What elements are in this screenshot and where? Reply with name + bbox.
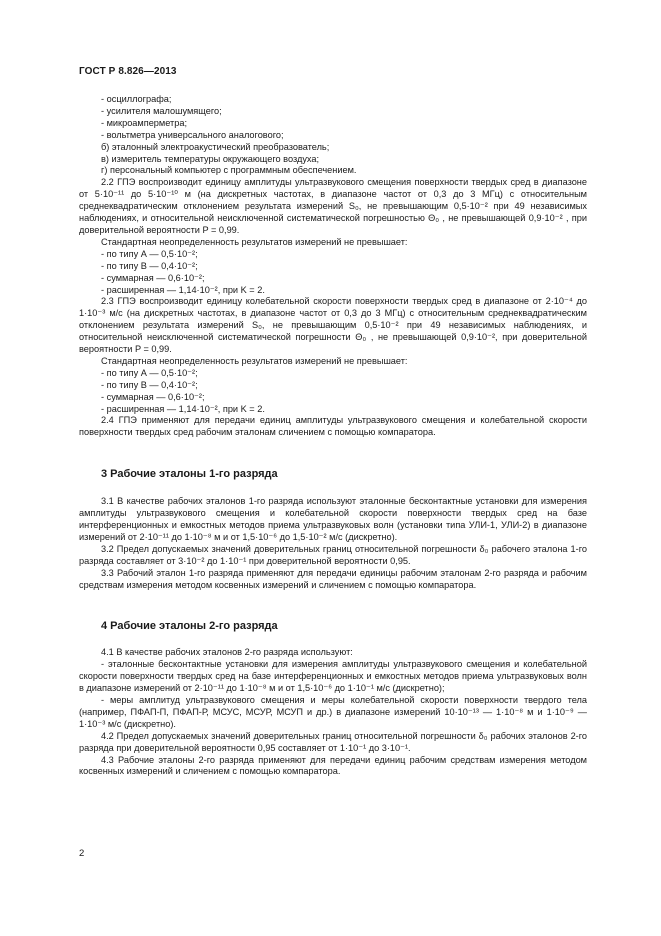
paragraph-4-1: 4.1 В качестве рабочих эталонов 2-го разряда используют:	[101, 647, 353, 658]
document-body	[79, 94, 587, 778]
paragraph-3-1: 3.1 В качестве рабочих эталонов 1-го разряда используют эталонные бесконтактные установки для измерения амплитуды ультразвукового смещения и колебательной скорости поверхности твердых сред на базе интерференционных и емкостных методов приема ультразвуковых волн (установки типа УЛИ-1, УЛИ-2) в диапазоне измерений от 2·10⁻¹¹ до 1·10⁻⁸ м и от 1,5·10⁻⁶ до 1,5·10⁻² м/с (дискретно).	[79, 496, 587, 542]
paragraph-4-1-a: - эталонные бесконтактные установки для измерения амплитуды ультразвукового смещения и колебательной скорости поверхности твердых сред на базе интерференционных и емкостных методов приема ультразвуковых волн в диапазоне измерений от 2·10⁻¹¹ до 1·10⁻⁸ м и от 1,5·10⁻⁶ до 1·10⁻¹ м/с (дискретно);	[79, 659, 587, 694]
paragraph-3-3: 3.3 Рабочий эталон 1-го разряда применяют для передачи единицы рабочим эталонам 2-го разряда и рабочим средствам измерения методом косвенных измерений и сличением с помощью компаратора.	[79, 567, 587, 590]
page-number: 2	[79, 848, 85, 859]
paragraph-4-1-b: - меры амплитуд ультразвукового смещения и меры колебательной скорости поверхности твердого тела (например, ПФАП-П, ПФАП-Р, МСУС, МСУР, МСУП и др.) в диапазоне измерений 10·10⁻¹³ — 1·10⁻⁸ м и 1·10⁻⁹ — 1·10⁻³ м/с (дискретно).	[79, 694, 587, 729]
list-item: - осциллографа;	[101, 94, 172, 104]
document-header: ГОСТ Р 8.826—2013	[79, 66, 177, 77]
list-item: - по типу А — 0,5·10⁻²;	[101, 248, 198, 259]
list-item: в) измеритель температуры окружающего воздуха;	[101, 153, 320, 164]
paragraph-2-3: 2.3 ГПЭ воспроизводит единицу колебательной скорости поверхности твердых сред в диапазоне от 2·10⁻⁴ до 1·10⁻³ м/с (на дискретных частотах, в диапазоне частот от 0,3 до 3 МГц) с относительным среднеквадратическим отклонением результата измерений S₀, не превышающим 0,5·10⁻² при 49 независимых наблюдениях, и относительной неисключенной систематической погрешности Θ₀ , не превышающей 0,9·10⁻², при доверительной вероятности P = 0,99.	[79, 296, 587, 355]
list-item: - микроамперметра;	[101, 117, 188, 128]
uncertainty-title: Стандартная неопределенность результатов измерений не превышает:	[101, 236, 408, 247]
paragraph-2-4: 2.4 ГПЭ применяют для передачи единиц амплитуды ультразвукового смещения и колебательной скорости поверхности твердых сред рабочим эталонам сличением с помощью компаратора.	[79, 415, 587, 438]
paragraph-2-2: 2.2 ГПЭ воспроизводит единицу амплитуды ультразвукового смещения поверхности твердых сред в диапазоне от 5·10⁻¹¹ до 5·10⁻¹⁰ м (на дискретных частотах, в диапазоне частот от 0,3 до 3 МГц) с относительным среднеквадратическим отклонением результата измерений S₀, не превышающим 0,5·10⁻² при 49 независимых наблюдениях, и относительной неисключенной систематической погрешностью Θ₀ , не превышающей 0,9·10⁻² , при доверительной вероятности P = 0,99.	[79, 177, 587, 235]
list-item: - усилителя малошумящего;	[101, 105, 222, 116]
paragraph-4-2: 4.2 Предел допускаемых значений доверительных границ относительной погрешности δ₀ рабочих эталонов 2-го разряда при доверительной вероятности 0,95 составляет от 1·10⁻¹ до 3·10⁻¹.	[79, 730, 587, 753]
list-item: б) эталонный электроакустический преобразователь;	[101, 141, 330, 152]
list-item: - суммарная — 0,6·10⁻²;	[101, 272, 205, 283]
list-item: г) персональный компьютер с программным обеспечением.	[101, 165, 357, 176]
list-item: - по типу В — 0,4·10⁻²;	[101, 379, 198, 390]
uncertainty-title: Стандартная неопределенность результатов измерений не превышает:	[101, 355, 408, 366]
list-item: - расширенная — 1,14·10⁻², при K = 2.	[101, 403, 265, 414]
section-4-title: 4 Рабочие эталоны 2-го разряда	[101, 620, 278, 633]
list-item: - по типу В — 0,4·10⁻²;	[101, 260, 198, 271]
list-item: - вольтметра универсального аналогового;	[101, 129, 284, 140]
list-item: - суммарная — 0,6·10⁻²;	[101, 391, 205, 402]
paragraph-3-2: 3.2 Предел допускаемых значений доверительных границ относительной погрешности δ₀ рабочего эталона 1-го разряда составляет от 3·10⁻² до 1·10⁻¹ при доверительной вероятности 0,95.	[79, 543, 587, 566]
section-3-title: 3 Рабочие эталоны 1-го разряда	[101, 468, 278, 481]
list-item: - расширенная — 1,14·10⁻², при K = 2.	[101, 284, 265, 295]
list-item: - по типу А — 0,5·10⁻²;	[101, 367, 198, 378]
paragraph-4-3: 4.3 Рабочие эталоны 2-го разряда применяют для передачи единиц рабочим средствам измерения методом косвенных измерений и сличением с помощью компаратора.	[79, 754, 587, 777]
